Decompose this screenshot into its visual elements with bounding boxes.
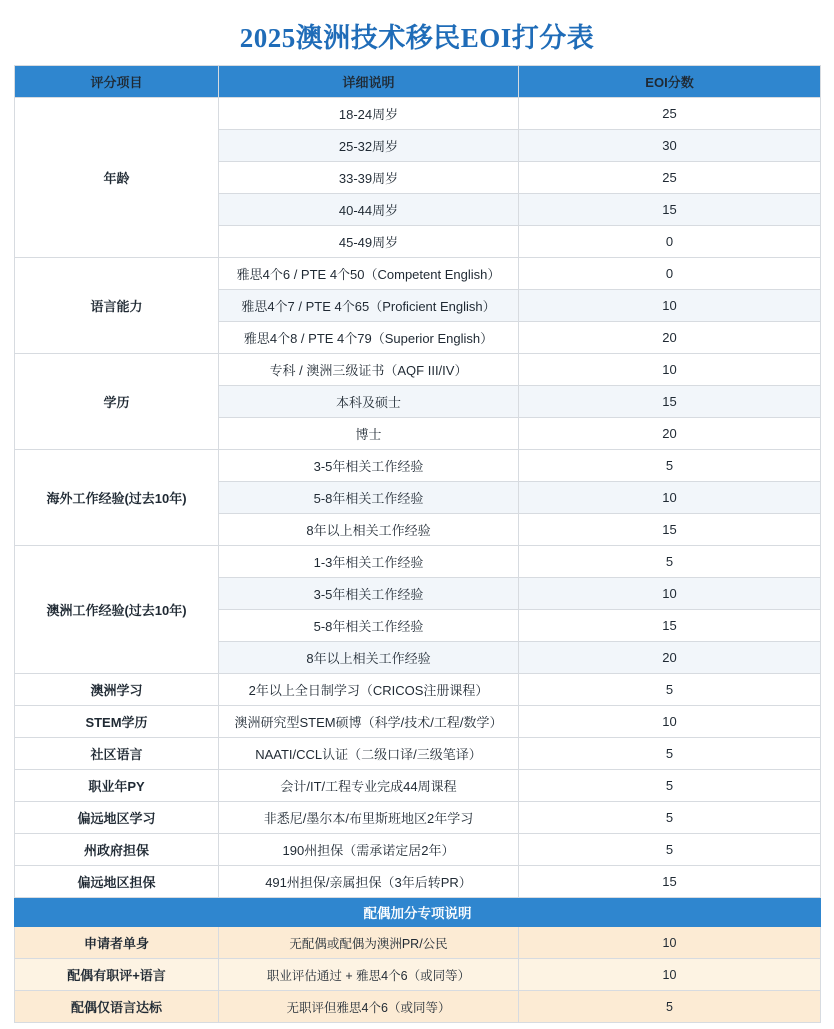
row-detail: NAATI/CCL认证（二级口译/三级笔译） xyxy=(219,738,519,770)
spouse-row-detail: 无配偶或配偶为澳洲PR/公民 xyxy=(219,927,519,959)
page-title: 2025澳洲技术移民EOI打分表 xyxy=(239,23,595,53)
spouse-row-detail: 无职评但雅思4个6（或同等） xyxy=(219,991,519,1023)
row-score: 10 xyxy=(519,578,821,610)
row-score: 25 xyxy=(519,98,821,130)
row-detail: 2年以上全日制学习（CRICOS注册课程） xyxy=(219,674,519,706)
row-detail: 33-39周岁 xyxy=(219,162,519,194)
row-score: 15 xyxy=(519,386,821,418)
row-score: 15 xyxy=(519,194,821,226)
table-row xyxy=(15,450,821,482)
row-detail: 非悉尼/墨尔本/布里斯班地区2年学习 xyxy=(219,802,519,834)
row-category: 学历 xyxy=(15,354,219,450)
row-detail: 25-32周岁 xyxy=(219,130,519,162)
spouse-row-score: 10 xyxy=(519,927,821,959)
row-detail: 3-5年相关工作经验 xyxy=(219,578,519,610)
row-detail: 会计/IT/工程专业完成44周课程 xyxy=(219,770,519,802)
row-category: 职业年PY xyxy=(15,770,219,802)
row-detail: 8年以上相关工作经验 xyxy=(219,514,519,546)
spouse-row-score: 10 xyxy=(519,959,821,991)
row-score: 10 xyxy=(519,482,821,514)
table-row xyxy=(15,354,821,386)
row-score: 15 xyxy=(519,610,821,642)
table-row xyxy=(15,738,821,770)
row-score: 5 xyxy=(519,546,821,578)
table-body xyxy=(15,98,821,1023)
table-row xyxy=(15,674,821,706)
spouse-table-row xyxy=(15,927,821,959)
table-row xyxy=(15,834,821,866)
table-row xyxy=(15,546,821,578)
spouse-row-score: 5 xyxy=(519,991,821,1023)
table-row xyxy=(15,706,821,738)
row-score: 10 xyxy=(519,290,821,322)
row-score: 0 xyxy=(519,258,821,290)
spouse-row-category: 申请者单身 xyxy=(15,927,219,959)
spouse-row-detail: 职业评估通过 + 雅思4个6（或同等） xyxy=(219,959,519,991)
row-score: 5 xyxy=(519,802,821,834)
spouse-table-row xyxy=(15,959,821,991)
eoi-score-table xyxy=(14,65,821,1023)
header-category: 评分项目 xyxy=(15,66,219,98)
spouse-row-category: 配偶仅语言达标 xyxy=(15,991,219,1023)
row-detail: 45-49周岁 xyxy=(219,226,519,258)
row-score: 5 xyxy=(519,674,821,706)
table-row xyxy=(15,258,821,290)
row-score: 25 xyxy=(519,162,821,194)
row-category: 偏远地区担保 xyxy=(15,866,219,898)
table-row xyxy=(15,98,821,130)
row-score: 10 xyxy=(519,706,821,738)
row-detail: 1-3年相关工作经验 xyxy=(219,546,519,578)
row-score: 10 xyxy=(519,354,821,386)
row-detail: 190州担保（需承诺定居2年） xyxy=(219,834,519,866)
row-score: 5 xyxy=(519,834,821,866)
row-category: 澳洲工作经验(过去10年) xyxy=(15,546,219,674)
row-score: 20 xyxy=(519,322,821,354)
row-category: 海外工作经验(过去10年) xyxy=(15,450,219,546)
row-score: 15 xyxy=(519,866,821,898)
row-score: 20 xyxy=(519,418,821,450)
row-category: STEM学历 xyxy=(15,706,219,738)
row-detail: 5-8年相关工作经验 xyxy=(219,610,519,642)
table-header-row xyxy=(15,66,821,98)
table-row xyxy=(15,802,821,834)
row-detail: 澳洲研究型STEM硕博（科学/技术/工程/数学） xyxy=(219,706,519,738)
row-category: 偏远地区学习 xyxy=(15,802,219,834)
table-row xyxy=(15,770,821,802)
header-score: EOI分数 xyxy=(519,66,821,98)
header-detail: 详细说明 xyxy=(219,66,519,98)
row-detail: 491州担保/亲属担保（3年后转PR） xyxy=(219,866,519,898)
spouse-table-row xyxy=(15,991,821,1023)
row-category: 州政府担保 xyxy=(15,834,219,866)
table-header xyxy=(15,66,821,98)
row-score: 20 xyxy=(519,642,821,674)
row-detail: 专科 / 澳洲三级证书（AQF III/IV） xyxy=(219,354,519,386)
row-score: 15 xyxy=(519,514,821,546)
row-score: 5 xyxy=(519,450,821,482)
table-row xyxy=(15,866,821,898)
row-detail: 雅思4个8 / PTE 4个79（Superior English） xyxy=(219,322,519,354)
row-category: 澳洲学习 xyxy=(15,674,219,706)
row-score: 30 xyxy=(519,130,821,162)
row-detail: 雅思4个7 / PTE 4个65（Proficient English） xyxy=(219,290,519,322)
section-header-label: 配偶加分专项说明 xyxy=(15,898,821,927)
section-header-row xyxy=(15,898,821,927)
spouse-row-category: 配偶有职评+语言 xyxy=(15,959,219,991)
row-detail: 18-24周岁 xyxy=(219,98,519,130)
row-score: 0 xyxy=(519,226,821,258)
row-category: 社区语言 xyxy=(15,738,219,770)
row-score: 5 xyxy=(519,770,821,802)
row-detail: 博士 xyxy=(219,418,519,450)
row-detail: 3-5年相关工作经验 xyxy=(219,450,519,482)
row-detail: 40-44周岁 xyxy=(219,194,519,226)
row-category: 语言能力 xyxy=(15,258,219,354)
row-detail: 本科及硕士 xyxy=(219,386,519,418)
row-category: 年龄 xyxy=(15,98,219,258)
row-score: 5 xyxy=(519,738,821,770)
row-detail: 8年以上相关工作经验 xyxy=(219,642,519,674)
row-detail: 雅思4个6 / PTE 4个50（Competent English） xyxy=(219,258,519,290)
row-detail: 5-8年相关工作经验 xyxy=(219,482,519,514)
